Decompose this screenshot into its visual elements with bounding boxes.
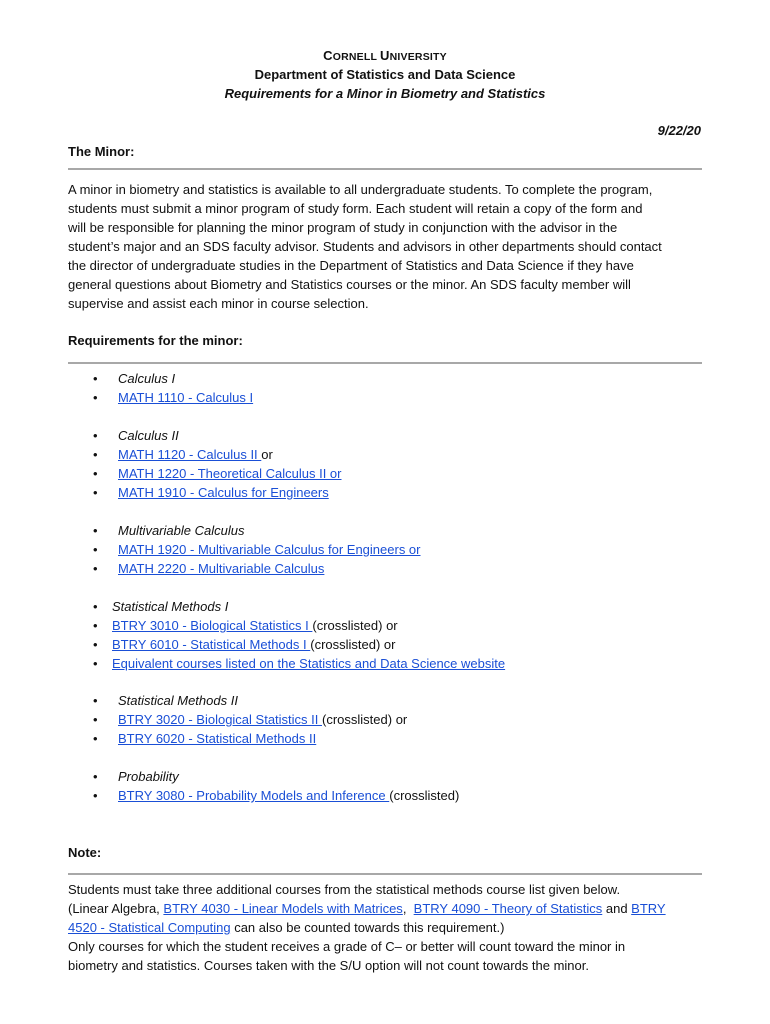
document-subtitle: Requirements for a Minor in Biometry and Statistics [224,86,546,101]
bullet-icon: • [93,599,98,614]
course-item: MATH 1120 - Calculus II or [118,447,273,462]
text-line: (Linear Algebra, BTRY 4030 - Linear Models with Matrices, BTRY 4090 - Theory of Statistics and BTRY [68,901,666,916]
note-heading: Note: [68,845,102,860]
text-line: Students must take three additional courses from the statistical methods course list given below. [68,882,621,897]
bullet-icon: • [93,731,98,746]
course-link[interactable]: 4520 - Statistical Computing [68,920,231,935]
course-link[interactable]: BTRY [631,901,666,916]
requirement-group-title: Calculus II [118,428,179,443]
course-link[interactable]: BTRY 3020 - Biological Statistics II [118,712,323,727]
course-link[interactable]: BTRY 4030 - Linear Models with Matrices [163,901,403,916]
course-item [118,729,316,748]
course-item [112,654,505,673]
course-link[interactable]: BTRY 3080 - Probability Models and Inference [118,788,390,803]
course-item: BTRY 6010 - Statistical Methods I (crosslisted) or [112,637,396,652]
bullet-icon: • [93,447,98,462]
requirement-group-title: Statistical Methods II [118,693,238,708]
bullet-icon: • [93,788,98,803]
course-link[interactable]: BTRY 4090 - Theory of Statistics [413,901,603,916]
course-link[interactable]: BTRY 3010 - Biological Statistics I [112,618,313,633]
note-text [68,880,708,975]
requirement-group-title: Multivariable Calculus [118,523,245,538]
course-item [118,464,342,483]
course-link[interactable]: MATH 1910 - Calculus for Engineers [118,485,329,500]
text-line: general questions about Biometry and Statistics courses or the minor. An SDS faculty member will [68,277,631,292]
requirement-group-title: Statistical Methods I [112,599,229,614]
course-item [118,540,421,559]
requirements-heading: Requirements for the minor: [68,333,243,348]
requirement-group-title: Probability [118,769,179,784]
text-line: Only courses for which the student receives a grade of C– or better will count toward the minor in [68,939,626,954]
course-link[interactable]: MATH 1120 - Calculus II [118,447,262,462]
bullet-icon: • [93,618,98,633]
course-item: BTRY 3020 - Biological Statistics II (crosslisted) or [118,712,408,727]
bullet-icon: • [93,693,98,708]
section-divider [68,362,702,364]
course-link[interactable]: MATH 1220 - Theoretical Calculus II or [118,466,342,481]
requirement-group-title: Calculus I [118,371,176,386]
text-line: 4520 - Statistical Computing can also be counted towards this requirement.) [68,920,505,935]
document-date: 9/22/20 [657,123,701,138]
minor-description [68,180,708,313]
bullet-icon: • [93,371,98,386]
bullet-icon: • [93,390,98,405]
text-line: A minor in biometry and statistics is available to all undergraduate students. To complete the program, [68,182,653,197]
text-line: the director of undergraduate studies in the Department of Statistics and Data Science if they have [68,258,634,273]
course-link[interactable]: BTRY 6010 - Statistical Methods I [112,637,311,652]
text-line: student’s major and an SDS faculty advisor. Students and advisors in other departments should contact [68,239,662,254]
bullet-icon: • [93,561,98,576]
course-item: BTRY 3010 - Biological Statistics I (crosslisted) or [112,618,398,633]
text-line: students must submit a minor program of study form. Each student will retain a copy of the form and [68,201,643,216]
text-line: will be responsible for planning the minor program of study in conjunction with the advisor in the [68,220,618,235]
text-line: biometry and statistics. Courses taken with the S/U option will not count towards the minor. [68,958,589,973]
text-line: supervise and assist each minor in course selection. [68,296,369,311]
bullet-icon: • [93,428,98,443]
course-item [118,483,329,502]
minor-heading: The Minor: [68,144,135,159]
university-name: CORNELL UNIVERSITY [323,48,447,63]
section-divider [68,168,702,170]
bullet-icon: • [93,656,98,671]
course-item [118,559,324,578]
course-item [118,388,253,407]
bullet-icon: • [93,712,98,727]
bullet-icon: • [93,466,98,481]
course-item: BTRY 3080 - Probability Models and Inference (crosslisted) [118,788,460,803]
bullet-icon: • [93,485,98,500]
bullet-icon: • [93,637,98,652]
course-link[interactable]: Equivalent courses listed on the Statistics and Data Science website [112,656,506,671]
bullet-icon: • [93,769,98,784]
bullet-icon: • [93,523,98,538]
section-divider [68,873,702,875]
course-link[interactable]: MATH 1110 - Calculus I [118,390,254,405]
course-link[interactable]: BTRY 6020 - Statistical Methods II [118,731,317,746]
department-title: Department of Statistics and Data Science [254,67,516,82]
course-link[interactable]: MATH 2220 - Multivariable Calculus [118,561,325,576]
course-link[interactable]: MATH 1920 - Multivariable Calculus for Engineers or [118,542,421,557]
bullet-icon: • [93,542,98,557]
